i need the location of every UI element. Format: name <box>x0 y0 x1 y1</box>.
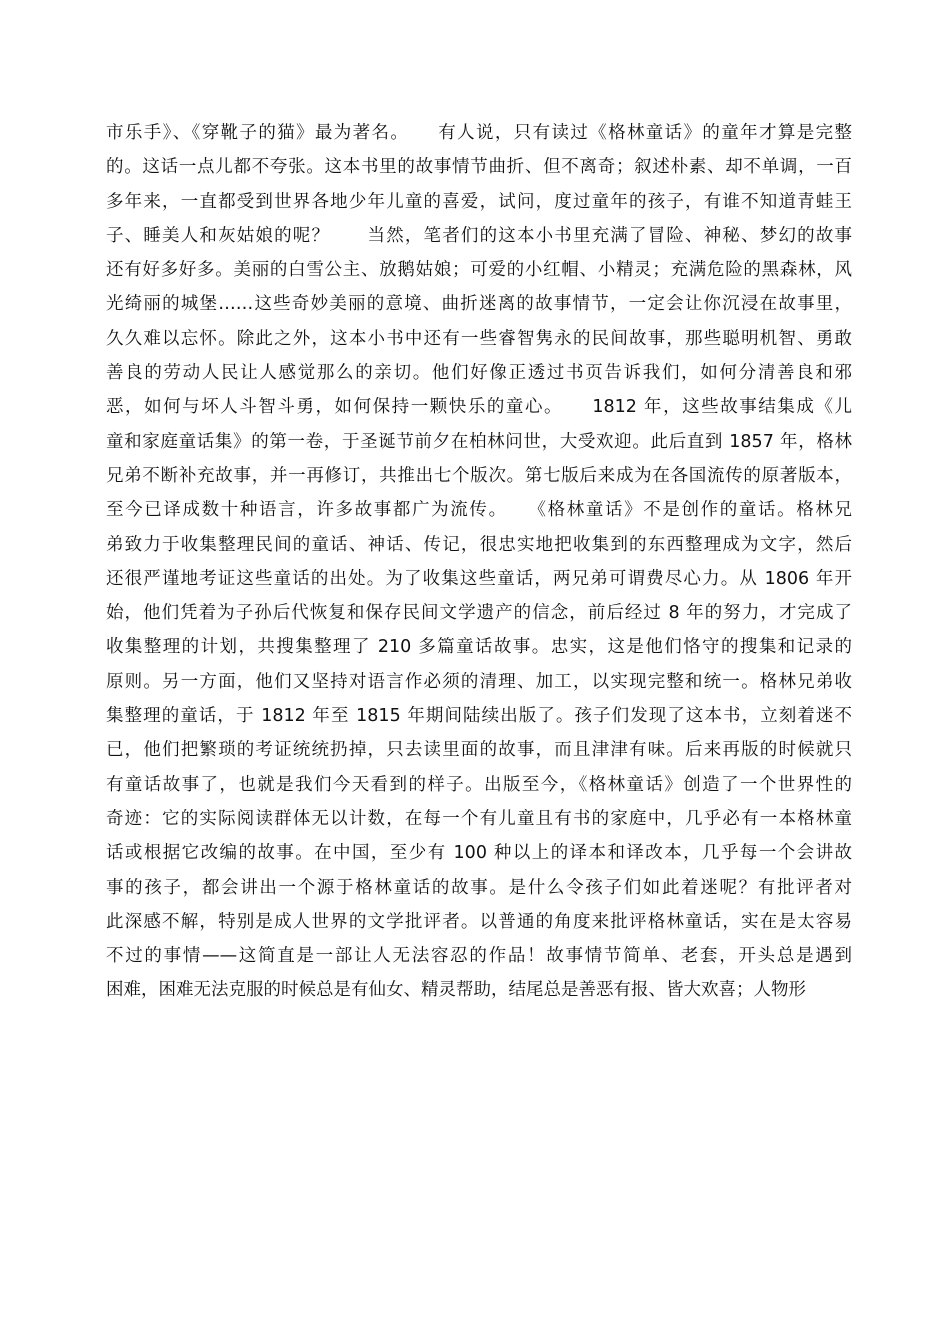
text-line: 奇迹：它的实际阅读群体无以计数，在每一个有儿童且有书的家庭中，几乎必有一本格林童 <box>106 808 852 829</box>
text-line: 有童话故事了，也就是我们今天看到的样子。出版至今，《格林童话》创造了一个世界性的 <box>106 774 852 795</box>
text-line: 恶，如何与坏人斗智斗勇，如何保持一颗快乐的童心。 1812 年，这些故事结集成《儿 <box>106 397 852 418</box>
text-line: 童和家庭童话集》的第一卷，于圣诞节前夕在柏林问世，大受欢迎。此后直到 1857 年，格林 <box>106 431 852 452</box>
text-line: 已，他们把繁琐的考证统统扔掉，只去读里面的故事，而且津津有味。后来再版的时候就只 <box>106 740 852 761</box>
text-line: 困难，困难无法克服的时候总是有仙女、精灵帮助，结尾总是善恶有报、皆大欢喜；人物形 <box>106 980 806 1001</box>
text-line: 不过的事情——这简直是一部让人无法容忍的作品！故事情节简单、老套，开头总是遇到 <box>106 946 852 967</box>
text-line: 还很严谨地考证这些童话的出处。为了收集这些童话，两兄弟可谓费尽心力。从 1806 年开 <box>106 568 852 589</box>
text-line: 的。这话一点儿都不夸张。这本书里的故事情节曲折、但不离奇；叙述朴素、却不单调，一百 <box>106 157 852 178</box>
text-line: 子、睡美人和灰姑娘的呢？ 当然，笔者们的这本小书里充满了冒险、神秘、梦幻的故事 <box>106 225 852 246</box>
text-line: 收集整理的计划，共搜集整理了 210 多篇童话故事。忠实，这是他们恪守的搜集和记录的 <box>106 637 852 658</box>
text-line: 弟致力于收集整理民间的童话、神话、传记，很忠实地把收集到的东西整理成为文字，然后 <box>106 534 852 555</box>
text-line: 多年来，一直都受到世界各地少年儿童的喜爱，试问，度过童年的孩子，有谁不知道青蛙王 <box>106 191 852 212</box>
text-line: 始，他们凭着为子孙后代恢复和保存民间文学遗产的信念，前后经过 8 年的努力，才完成了 <box>106 603 852 624</box>
text-line: 话或根据它改编的故事。在中国，至少有 100 种以上的译本和译改本，几乎每一个会讲故 <box>106 843 852 864</box>
text-line: 此深感不解，特别是成人世界的文学批评者。以普通的角度来批评格林童话，实在是太容易 <box>106 911 852 932</box>
text-line: 光绮丽的城堡……这些奇妙美丽的意境、曲折迷离的故事情节，一定会让你沉浸在故事里， <box>106 294 852 315</box>
text-line: 集整理的童话，于 1812 年至 1815 年期间陆续出版了。孩子们发现了这本书，立刻着迷不 <box>106 706 852 727</box>
text-line: 至今已译成数十种语言，许多故事都广为流传。 《格林童话》不是创作的童话。格林兄 <box>106 500 852 521</box>
body-text <box>106 116 852 1008</box>
text-line: 兄弟不断补充故事，并一再修订，共推出七个版次。第七版后来成为在各国流传的原著版本， <box>106 465 852 486</box>
text-line: 事的孩子，都会讲出一个源于格林童话的故事。是什么令孩子们如此着迷呢？有批评者对 <box>106 877 852 898</box>
text-line: 善良的劳动人民让人感觉那么的亲切。他们好像正透过书页告诉我们，如何分清善良和邪 <box>106 363 852 384</box>
text-line: 原则。另一方面，他们又坚持对语言作必须的清理、加工，以实现完整和统一。格林兄弟收 <box>106 671 852 692</box>
text-line: 久久难以忘怀。除此之外，这本小书中还有一些睿智隽永的民间故事，那些聪明机智、勇敢 <box>106 328 852 349</box>
text-line: 还有好多好多。美丽的白雪公主、放鹅姑娘；可爱的小红帽、小精灵；充满危险的黑森林，风 <box>106 260 852 281</box>
text-line: 市乐手》、《穿靴子的猫》最为著名。 有人说，只有读过《格林童话》的童年才算是完整 <box>106 123 852 143</box>
